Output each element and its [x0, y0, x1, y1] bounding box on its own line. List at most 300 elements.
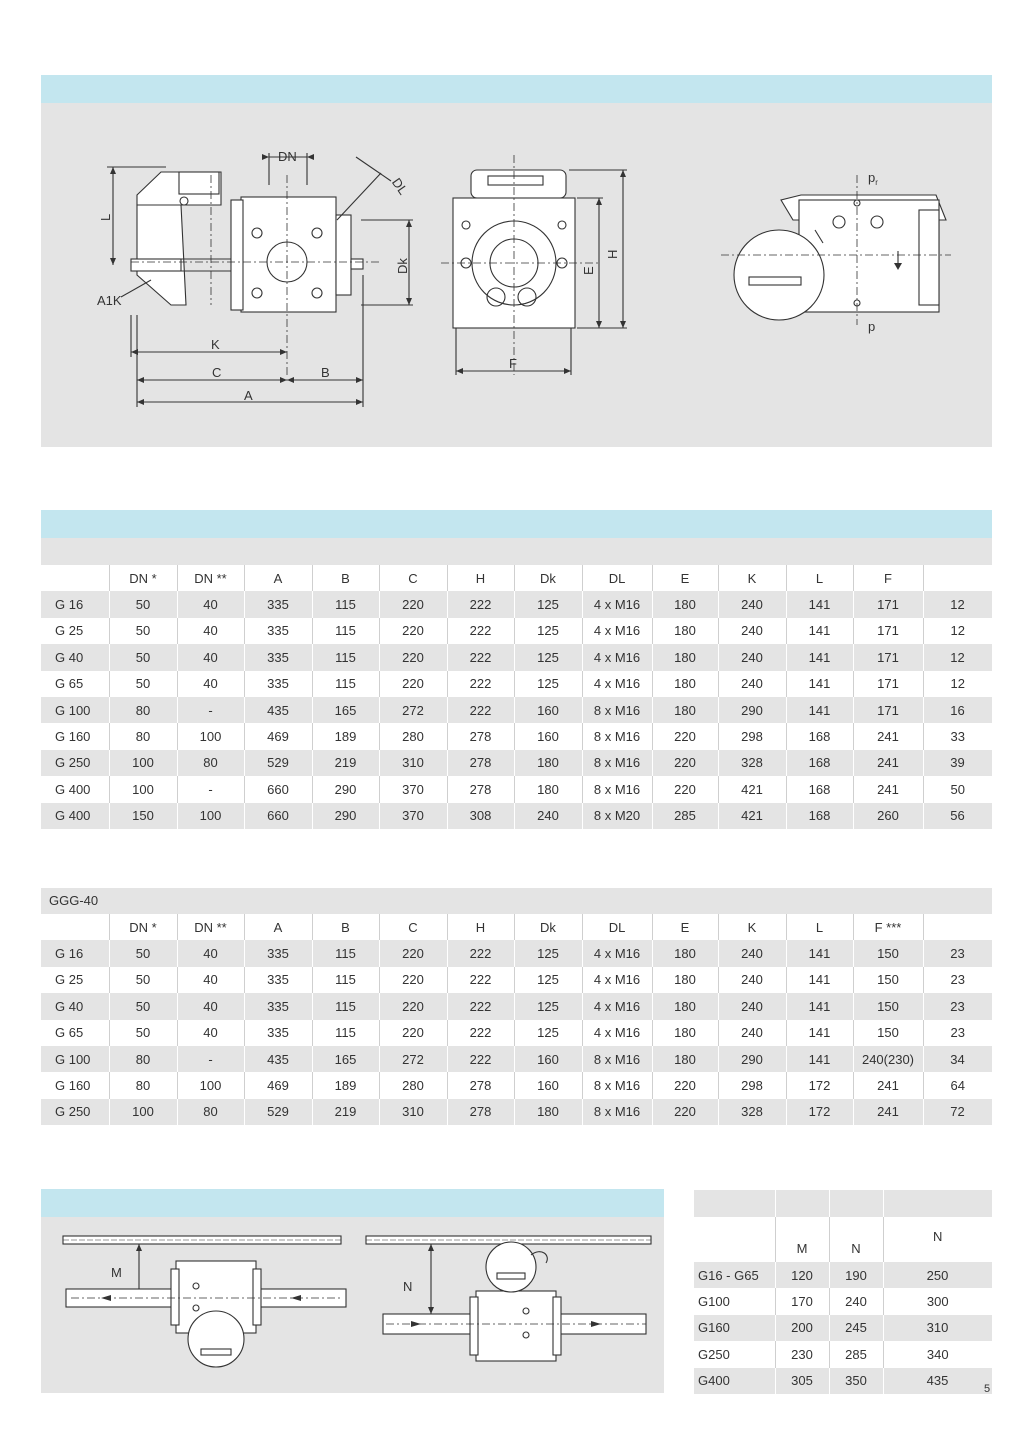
table-cell: 220 [379, 993, 447, 1019]
table-cell: 80 [177, 750, 244, 776]
table-cell: 40 [177, 967, 244, 993]
table-row [694, 1368, 992, 1394]
label-dn: DN [278, 149, 297, 164]
table-cell: 115 [312, 618, 379, 644]
table-cell: 168 [786, 803, 853, 829]
table-cell: 260 [853, 803, 923, 829]
table-cell: 180 [652, 1020, 718, 1046]
row-label: G 40 [41, 993, 109, 1019]
row-label: G 16 [41, 940, 109, 966]
table-row [41, 723, 992, 749]
label-dl: DL [388, 175, 411, 198]
table-cell: 222 [447, 993, 514, 1019]
table-cell: 125 [514, 618, 582, 644]
column-header [923, 565, 992, 591]
table-cell: - [177, 776, 244, 802]
table-cell: 8 x M16 [582, 1046, 652, 1072]
table-cell: 4 x M16 [582, 591, 652, 617]
installation-panel [41, 1189, 664, 1393]
table-cell: 23 [923, 993, 992, 1019]
table-cell: 180 [652, 591, 718, 617]
table-cell: 8 x M16 [582, 776, 652, 802]
table-cell: 165 [312, 1046, 379, 1072]
table-cell: 141 [786, 618, 853, 644]
label-h: H [605, 249, 620, 259]
table-cell: 278 [447, 723, 514, 749]
table-cell: 219 [312, 1099, 379, 1125]
table-cell: 240 [718, 644, 786, 670]
installation-left-meter [66, 1244, 346, 1367]
table-cell: 278 [447, 750, 514, 776]
table-cell: 33 [923, 723, 992, 749]
column-header: F *** [853, 914, 923, 940]
table-cell: 310 [379, 1099, 447, 1125]
table-cell: 72 [923, 1099, 992, 1125]
table-cell: 160 [514, 1046, 582, 1072]
table-cell: 40 [177, 1020, 244, 1046]
installation-right-meter [383, 1242, 646, 1361]
table-cell: 421 [718, 776, 786, 802]
installation-drawings [41, 1189, 664, 1393]
table-cell: 435 [883, 1368, 992, 1394]
table-cell: 220 [379, 671, 447, 697]
table-cell: 141 [786, 591, 853, 617]
table-cell: 141 [786, 967, 853, 993]
column-header: DN ** [177, 914, 244, 940]
table-cell: 8 x M16 [582, 1072, 652, 1098]
table-cell: 370 [379, 803, 447, 829]
table-cell: 4 x M16 [582, 618, 652, 644]
table-cell: 50 [109, 967, 177, 993]
ggg40-dimensions-table [41, 914, 993, 1125]
table-cell: 189 [312, 1072, 379, 1098]
table-cell: 335 [244, 618, 312, 644]
table-row [41, 1046, 992, 1072]
column-header: K [718, 565, 786, 591]
table-cell: 240 [718, 993, 786, 1019]
table-cell: 50 [109, 993, 177, 1019]
table-cell: 80 [109, 723, 177, 749]
table-cell: 240(230) [853, 1046, 923, 1072]
table-cell: 660 [244, 776, 312, 802]
table-cell: 141 [786, 671, 853, 697]
table-cell: 40 [177, 940, 244, 966]
table-row [41, 1099, 992, 1125]
table-cell: 435 [244, 1046, 312, 1072]
row-label: G 100 [41, 1046, 109, 1072]
table-cell: 171 [853, 618, 923, 644]
table-cell: 298 [718, 723, 786, 749]
table-cell: 150 [853, 967, 923, 993]
table-cell: 115 [312, 967, 379, 993]
table-cell: 285 [829, 1341, 883, 1367]
table-cell: 222 [447, 967, 514, 993]
table-cell: 50 [109, 644, 177, 670]
table-cell: 180 [514, 750, 582, 776]
front-view-drawing [441, 155, 627, 375]
table-cell: 168 [786, 750, 853, 776]
table-cell: 125 [514, 967, 582, 993]
table-cell: 23 [923, 940, 992, 966]
table-cell: 350 [829, 1368, 883, 1394]
table-cell: 300 [883, 1288, 992, 1314]
table-row [41, 940, 992, 966]
table-row [41, 750, 992, 776]
table-cell: 335 [244, 591, 312, 617]
table-cell: 4 x M16 [582, 940, 652, 966]
table-row [41, 591, 992, 617]
table-cell: 125 [514, 591, 582, 617]
table-cell: 23 [923, 967, 992, 993]
table-cell: 241 [853, 723, 923, 749]
table-cell: 125 [514, 671, 582, 697]
table-row [41, 644, 992, 670]
page-number: 5 [984, 1383, 991, 1395]
table-cell: 125 [514, 1020, 582, 1046]
table-cell: 240 [718, 618, 786, 644]
row-label: G 100 [41, 697, 109, 723]
table-cell: 100 [177, 1072, 244, 1098]
table-cell: 180 [652, 697, 718, 723]
table-cell: 222 [447, 591, 514, 617]
label-dk: Dk [395, 258, 410, 274]
table-cell: 50 [109, 940, 177, 966]
column-header [41, 914, 109, 940]
header-row [694, 1217, 992, 1262]
table-cell: 141 [786, 993, 853, 1019]
column-header: F [853, 565, 923, 591]
table-cell: 40 [177, 993, 244, 1019]
column-header [41, 565, 109, 591]
table-cell: 241 [853, 776, 923, 802]
label-a: A [244, 388, 253, 403]
table-cell: 8 x M16 [582, 1099, 652, 1125]
table-cell: 220 [379, 1020, 447, 1046]
table-cell: 180 [652, 1046, 718, 1072]
table-cell: 141 [786, 1046, 853, 1072]
table-row [41, 803, 992, 829]
band-cell [829, 1190, 883, 1217]
row-label: G 65 [41, 671, 109, 697]
table-cell: 141 [786, 1020, 853, 1046]
column-header: Dk [514, 914, 582, 940]
table-row [41, 1020, 992, 1046]
band-cell [694, 1190, 775, 1217]
table-band-row [694, 1190, 992, 1217]
table-cell: 222 [447, 644, 514, 670]
table-cell: 172 [786, 1072, 853, 1098]
table-cell: 180 [652, 967, 718, 993]
table-cell: 12 [923, 644, 992, 670]
table-cell: 240 [829, 1288, 883, 1314]
column-header [694, 1217, 775, 1262]
table-cell: 165 [312, 697, 379, 723]
table-cell: 469 [244, 723, 312, 749]
table-cell: 115 [312, 1020, 379, 1046]
table-cell: - [177, 697, 244, 723]
table-cell: 335 [244, 993, 312, 1019]
table-cell: 310 [379, 750, 447, 776]
table-cell: 150 [109, 803, 177, 829]
dimensions-table [41, 565, 993, 829]
table-cell: 171 [853, 671, 923, 697]
table-cell: 660 [244, 803, 312, 829]
table-cell: 222 [447, 671, 514, 697]
header-row [41, 565, 992, 591]
column-header: A [244, 914, 312, 940]
table-cell: 171 [853, 644, 923, 670]
row-label: G16 - G65 [694, 1262, 775, 1288]
table-cell: 290 [312, 776, 379, 802]
table-cell: 8 x M16 [582, 697, 652, 723]
table-cell: 241 [853, 750, 923, 776]
table-cell: 172 [786, 1099, 853, 1125]
table-cell: 125 [514, 940, 582, 966]
column-header: E [652, 914, 718, 940]
table-cell: 335 [244, 671, 312, 697]
table-cell: 240 [718, 967, 786, 993]
table-cell: 298 [718, 1072, 786, 1098]
table-cell: 50 [109, 1020, 177, 1046]
table-cell: 100 [177, 723, 244, 749]
table-cell: 4 x M16 [582, 993, 652, 1019]
drawing-panel [41, 75, 992, 447]
table-cell: 272 [379, 697, 447, 723]
column-header: N [829, 1217, 883, 1262]
table-cell: 220 [652, 750, 718, 776]
table-cell: 290 [312, 803, 379, 829]
table-row [41, 1072, 992, 1098]
table-cell: 141 [786, 644, 853, 670]
table1-subheader-band [41, 538, 992, 565]
table-cell: 220 [379, 591, 447, 617]
table-cell: 222 [447, 1020, 514, 1046]
side-view-drawing [97, 149, 413, 407]
table-row [41, 993, 992, 1019]
table-cell: 50 [109, 591, 177, 617]
row-label: G160 [694, 1315, 775, 1341]
table-cell: 56 [923, 803, 992, 829]
table-row [41, 697, 992, 723]
table-cell: 529 [244, 750, 312, 776]
table-row [694, 1262, 992, 1288]
table-cell: 8 x M20 [582, 803, 652, 829]
column-header: DN ** [177, 565, 244, 591]
column-header [923, 914, 992, 940]
table-cell: 40 [177, 591, 244, 617]
table-cell: 189 [312, 723, 379, 749]
table-cell: 39 [923, 750, 992, 776]
table-cell: 190 [829, 1262, 883, 1288]
table-cell: 80 [109, 1046, 177, 1072]
table-cell: 220 [652, 776, 718, 802]
label-m: M [111, 1265, 122, 1280]
table-cell: 115 [312, 644, 379, 670]
table-cell: 305 [775, 1368, 829, 1394]
table-cell: 222 [447, 618, 514, 644]
table-cell: 245 [829, 1315, 883, 1341]
column-header: DN * [109, 914, 177, 940]
table-cell: 100 [177, 803, 244, 829]
table-cell: 241 [853, 1099, 923, 1125]
table-cell: 115 [312, 940, 379, 966]
table-cell: 80 [109, 697, 177, 723]
table-cell: 240 [514, 803, 582, 829]
table-cell: 278 [447, 1072, 514, 1098]
table-cell: 240 [718, 671, 786, 697]
row-label: G 160 [41, 723, 109, 749]
table-cell: 328 [718, 1099, 786, 1125]
table-cell: 50 [923, 776, 992, 802]
column-header: B [312, 565, 379, 591]
table-cell: 4 x M16 [582, 671, 652, 697]
table-cell: 40 [177, 644, 244, 670]
label-k: K [211, 337, 220, 352]
label-e: E [581, 266, 596, 275]
column-header: C [379, 565, 447, 591]
table-cell: 290 [718, 1046, 786, 1072]
label-c: C [212, 365, 222, 380]
table-cell: 50 [109, 618, 177, 644]
table-cell: 370 [379, 776, 447, 802]
table-cell: 280 [379, 723, 447, 749]
label-n: N [403, 1279, 413, 1294]
table-cell: 160 [514, 723, 582, 749]
table-cell: 12 [923, 618, 992, 644]
table-cell: 222 [447, 940, 514, 966]
column-header: DL [582, 565, 652, 591]
row-label: G 25 [41, 967, 109, 993]
column-header: A [244, 565, 312, 591]
table-cell: 150 [853, 940, 923, 966]
pressure-port-view-drawing [721, 170, 951, 334]
table-cell: 335 [244, 644, 312, 670]
label-l: L [98, 213, 113, 221]
table-cell: 141 [786, 940, 853, 966]
column-header: H [447, 914, 514, 940]
table-cell: 220 [379, 618, 447, 644]
table-cell: 34 [923, 1046, 992, 1072]
table-cell: 180 [652, 940, 718, 966]
row-label: G 25 [41, 618, 109, 644]
table2-title: GGG-40 [41, 888, 992, 914]
table-cell: 278 [447, 776, 514, 802]
table-cell: 100 [109, 750, 177, 776]
table-cell: 160 [514, 1072, 582, 1098]
column-header: B [312, 914, 379, 940]
table-cell: 16 [923, 697, 992, 723]
label-pr: $p_r$ [868, 170, 878, 187]
table-cell: 4 x M16 [582, 1020, 652, 1046]
header-row [41, 914, 992, 940]
column-header: L [786, 914, 853, 940]
table-cell: 469 [244, 1072, 312, 1098]
table-cell: 141 [786, 697, 853, 723]
table-cell: 125 [514, 644, 582, 670]
table-cell: 335 [244, 940, 312, 966]
table-cell: 200 [775, 1315, 829, 1341]
table-cell: 170 [775, 1288, 829, 1314]
table-cell: 120 [775, 1262, 829, 1288]
table-row [41, 671, 992, 697]
table-cell: 40 [177, 671, 244, 697]
table-cell: 40 [177, 618, 244, 644]
table-row [41, 776, 992, 802]
table-cell: 180 [514, 1099, 582, 1125]
column-header: DN * [109, 565, 177, 591]
table-cell: 278 [447, 1099, 514, 1125]
row-label: G 65 [41, 1020, 109, 1046]
label-f: F [509, 356, 517, 371]
table-cell: 222 [447, 1046, 514, 1072]
table-cell: 180 [652, 618, 718, 644]
table-cell: 222 [447, 697, 514, 723]
table-row [694, 1315, 992, 1341]
table-cell: 335 [244, 967, 312, 993]
table-cell: 8 x M16 [582, 723, 652, 749]
column-header: C [379, 914, 447, 940]
table-cell: 250 [883, 1262, 992, 1288]
table-cell: 168 [786, 776, 853, 802]
table-cell: 308 [447, 803, 514, 829]
table-cell: 220 [379, 644, 447, 670]
label-b: B [321, 365, 330, 380]
table-cell: 310 [883, 1315, 992, 1341]
table-cell: 80 [109, 1072, 177, 1098]
table-cell: 240 [718, 1020, 786, 1046]
table-cell: 328 [718, 750, 786, 776]
table-cell: 180 [652, 993, 718, 1019]
table-cell: 335 [244, 1020, 312, 1046]
column-header: L [786, 565, 853, 591]
table-cell: 529 [244, 1099, 312, 1125]
table-cell: 421 [718, 803, 786, 829]
table-cell: 100 [109, 776, 177, 802]
table-row [694, 1288, 992, 1314]
table-cell: 241 [853, 1072, 923, 1098]
table-cell: 80 [177, 1099, 244, 1125]
table-cell: 100 [109, 1099, 177, 1125]
band-cell [775, 1190, 829, 1217]
table-cell: 150 [853, 1020, 923, 1046]
table-cell: 4 x M16 [582, 967, 652, 993]
row-label: G100 [694, 1288, 775, 1314]
row-label: G250 [694, 1341, 775, 1367]
column-header: H [447, 565, 514, 591]
table-cell: 435 [244, 697, 312, 723]
table-cell: 272 [379, 1046, 447, 1072]
table-cell: 180 [652, 644, 718, 670]
table-cell: 180 [652, 671, 718, 697]
table-cell: 220 [652, 1072, 718, 1098]
label-p: p [868, 319, 876, 334]
table-cell: 8 x M16 [582, 750, 652, 776]
table-cell: 115 [312, 591, 379, 617]
row-label: G 160 [41, 1072, 109, 1098]
table-cell: - [177, 1046, 244, 1072]
table-cell: 23 [923, 1020, 992, 1046]
column-header: Dk [514, 565, 582, 591]
row-label: G 250 [41, 750, 109, 776]
table-cell: 220 [652, 1099, 718, 1125]
dimension-drawings [41, 75, 992, 447]
table-cell: 285 [652, 803, 718, 829]
label-a1k: A1K [97, 293, 122, 308]
table-cell: 240 [718, 591, 786, 617]
row-label: G 40 [41, 644, 109, 670]
table-row [694, 1341, 992, 1367]
table-cell: 220 [379, 967, 447, 993]
